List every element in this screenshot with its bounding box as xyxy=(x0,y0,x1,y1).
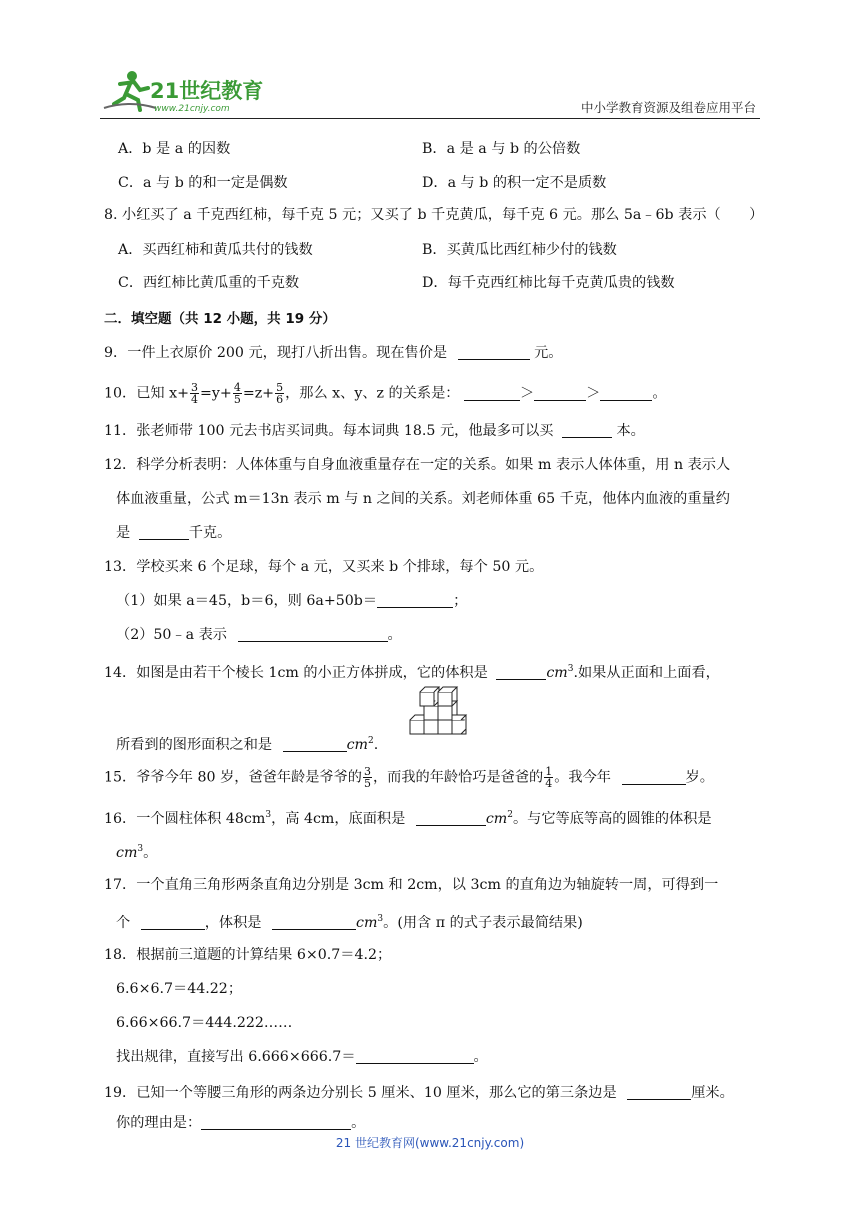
q7-option-a: A．b 是 a 的因数 xyxy=(118,141,231,157)
q14-unit-2: cm xyxy=(346,737,368,753)
q16-blank-1[interactable] xyxy=(416,810,486,826)
q13-part-2 xyxy=(116,624,402,646)
q15-unit: 岁。 xyxy=(685,769,714,786)
q10-fraction-3: $\frac{5}{6}$ xyxy=(276,381,284,406)
q13-part-2-text: （2）50﹣a 表示 xyxy=(116,627,227,643)
q14-blank-2[interactable] xyxy=(283,736,347,752)
q16-unit-2: cm xyxy=(116,845,138,861)
q10-blank-3[interactable] xyxy=(600,385,652,401)
q13-part-1-end: ； xyxy=(453,593,468,609)
q18-line-1: 18．根据前三道题的计算结果 6×0.7＝4.2； xyxy=(104,947,392,963)
q14-line-2: 所看到的图形面积之和是 $cm^2$. xyxy=(116,736,379,753)
q19-line-1 xyxy=(104,1082,734,1104)
q12-text: 是 xyxy=(116,525,131,541)
q11-unit: 本。 xyxy=(616,423,645,439)
q14-text-b: .如果从正面和上面看， xyxy=(573,665,720,681)
q14-blank-1[interactable] xyxy=(496,664,546,680)
q17-line-2: 个 ，体积是 $cm^3$。(用含 π 的式子表示最简结果) xyxy=(116,914,583,931)
q13-part-1 xyxy=(116,590,467,612)
q14-text-d: . xyxy=(373,737,379,753)
q15-text-a: 15．爷爷今年 80 岁，爸爸年龄是爷爷的 xyxy=(104,769,362,786)
q19-text-c: 你的理由是： xyxy=(116,1115,202,1131)
q12-blank[interactable] xyxy=(139,524,189,540)
q7-option-c: C．a 与 b 的和一定是偶数 xyxy=(118,175,288,191)
q18-blank[interactable] xyxy=(356,1048,474,1064)
platform-label: 中小学教育资源及组卷应用平台 xyxy=(580,100,756,115)
q10-fraction-2: $\frac{4}{5}$ xyxy=(233,381,241,406)
logo-21cnjy xyxy=(100,64,270,116)
q12-line-3 xyxy=(116,522,231,544)
q17-text-e: 。(用含 π 的式子表示最简结果) xyxy=(383,915,583,931)
page-footer: 21 世纪教育网(www.21cnjy.com) xyxy=(335,1136,525,1150)
q13-blank-2[interactable] xyxy=(238,626,388,642)
q16-end: 。 xyxy=(143,845,158,861)
q12-line-1: 12．科学分析表明：人体体重与自身血液重量存在一定的关系。如果 m 表示人体体重，用 n 表示人 xyxy=(104,457,731,473)
q10-blank-2[interactable] xyxy=(534,385,586,401)
q11-blank[interactable] xyxy=(562,422,612,438)
q10-gt-2: ＞ xyxy=(586,385,601,402)
q7-option-d: D．a 与 b 的积一定不是质数 xyxy=(422,175,607,191)
q15 xyxy=(104,766,714,788)
q16-text-a: 16．一个圆柱体积 48cm xyxy=(104,811,266,827)
cube-figure xyxy=(408,680,470,744)
q15-fraction-2: $\frac{1}{4}$ xyxy=(545,765,553,790)
q10-text-a: 10．已知 x+ xyxy=(104,385,190,402)
header-rule xyxy=(100,118,760,119)
q16-unit-1: cm xyxy=(485,811,508,827)
q16-text-b: ，高 4cm，底面积是 xyxy=(271,811,406,827)
q8-option-c: C．西红柿比黄瓜重的千克数 xyxy=(118,275,300,291)
q10-text-c: =z+ xyxy=(242,385,275,402)
q10-fraction-1: $\frac{3}{4}$ xyxy=(191,381,199,406)
q12-line-2: 体血液重量，公式 m＝13n 表示 m 与 n 之间的关系。刘老师体重 65 千克，他体内血液的重量约 xyxy=(116,491,730,507)
q17-blank-1[interactable] xyxy=(141,914,205,930)
q9 xyxy=(104,342,563,364)
q10-end: 。 xyxy=(652,385,667,402)
q11-text: 11．张老师带 100 元去书店买词典。每本词典 18.5 元，他最多可以买 xyxy=(104,423,554,439)
q9-blank[interactable] xyxy=(458,344,530,360)
q18-line-4 xyxy=(116,1046,488,1068)
q19-end: 。 xyxy=(351,1115,366,1131)
q13-stem: 13．学校买来 6 个足球，每个 a 元，又买来 b 个排球，每个 50 元。 xyxy=(104,559,544,575)
q13-part-1-text: （1）如果 a＝45，b＝6，则 6a+50b＝ xyxy=(116,593,378,609)
q14-text-c: 所看到的图形面积之和是 xyxy=(116,737,273,753)
q10-text-b: =y+ xyxy=(200,385,232,402)
q15-blank[interactable] xyxy=(622,769,686,785)
q13-blank-1[interactable] xyxy=(377,592,453,608)
q15-fraction-1: $\frac{3}{5}$ xyxy=(363,765,371,790)
q10 xyxy=(104,382,667,404)
q15-text-b: ，而我的年龄恰巧是爸爸的 xyxy=(372,769,544,786)
q8-option-b: B．买黄瓜比西红柿少付的钱数 xyxy=(422,242,617,258)
q17-text-b: 个 xyxy=(116,915,131,931)
page-header xyxy=(0,0,860,120)
q7-option-b: B．a 是 a 与 b 的公倍数 xyxy=(422,141,581,157)
q19-text-a: 19．已知一个等腰三角形的两条边分别长 5 厘米、10 厘米，那么它的第三条边是 xyxy=(104,1085,617,1101)
q17-blank-2[interactable] xyxy=(272,914,356,930)
q18-line-2: 6.6×6.7＝44.22； xyxy=(116,981,243,997)
runner-icon xyxy=(104,71,156,110)
q19-blank-2[interactable] xyxy=(201,1114,351,1130)
q17-line-1: 17．一个直角三角形两条直角边分别是 3cm 和 2cm，以 3cm 的直角边为轴旋转一周，可得到一 xyxy=(104,877,719,893)
cube-stack xyxy=(410,687,466,734)
q10-text-d: ，那么 x、y、z 的关系是： xyxy=(285,385,460,402)
q9-text: 9．一件上衣原价 200 元，现打八折出售。现在售价是 xyxy=(104,345,448,361)
q11 xyxy=(104,420,645,442)
section-title: 二．填空题（共 12 小题，共 19 分） xyxy=(104,311,336,327)
q17-unit: cm xyxy=(356,915,378,931)
q14-text-a: 14．如图是由若干个棱长 1cm 的小正方体拼成，它的体积是 xyxy=(104,665,488,681)
logo-subtitle: www.21cnjy.com xyxy=(154,104,230,114)
q10-gt-1: ＞ xyxy=(519,385,535,402)
q17-text-c: ，体积是 xyxy=(204,915,262,931)
q14-line-1: 14．如图是由若干个棱长 1cm 的小正方体拼成，它的体积是 $cm^3$.如果从正面和上面看， xyxy=(104,664,720,681)
q19-blank-1[interactable] xyxy=(627,1084,691,1100)
q9-unit: 元。 xyxy=(534,345,563,361)
q16-line-2: $cm^3$。 xyxy=(116,844,158,861)
q10-blank-1[interactable] xyxy=(464,385,520,401)
q19-line-2 xyxy=(116,1112,365,1134)
q15-text-c: 。我今年 xyxy=(554,769,611,786)
logo-title: 21世纪教育 xyxy=(150,79,264,103)
q8-stem: 8. 小红买了 a 千克西红柿，每千克 5 元；又买了 b 千克黄瓜，每千克 6 元。那么 5a﹣6b 表示（ ） xyxy=(104,207,764,223)
q18-end: 。 xyxy=(473,1049,488,1065)
q18-line-3: 6.66×66.7＝444.222…… xyxy=(116,1015,293,1031)
q8-option-d: D．每千克西红柿比每千克黄瓜贵的钱数 xyxy=(422,275,675,291)
q16-line-1: 16．一个圆柱体积 $48cm^3$，高 4cm，底面积是 $cm^2$。与它等底等高的圆锥的体积是 xyxy=(104,810,712,827)
q16-text-d: 。与它等底等高的圆锥的体积是 xyxy=(512,811,712,827)
q8-option-a: A．买西红柿和黄瓜共付的钱数 xyxy=(118,242,313,258)
q12-unit: 千克。 xyxy=(188,525,232,541)
q14-unit: cm xyxy=(546,665,568,681)
q13-part-2-end: 。 xyxy=(387,627,402,643)
q18-text: 找出规律，直接写出 6.666×666.7＝ xyxy=(116,1049,356,1065)
q19-unit: 厘米。 xyxy=(691,1085,734,1101)
